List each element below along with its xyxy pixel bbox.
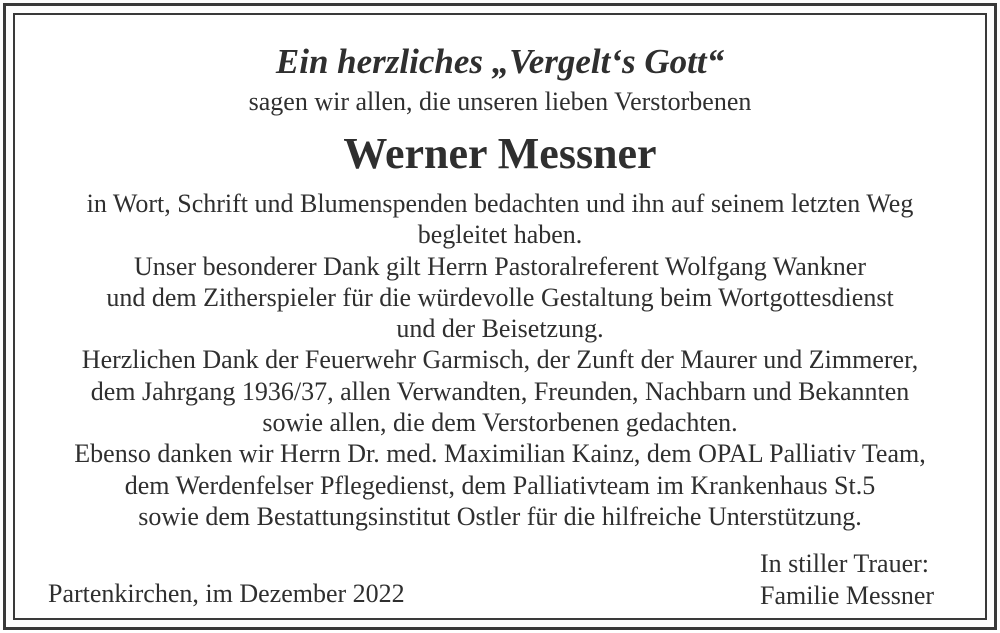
- thanks-line: Herzlichen Dank der Feuerwehr Garmisch, der Zunft der Maurer und Zimmerer,: [81, 345, 919, 375]
- notice-content: [20, 20, 980, 532]
- signature-line: In stiller Trauer:: [760, 549, 929, 578]
- family-name: Familie Messner: [760, 581, 935, 610]
- place-date: Partenkirchen, im Dezember 2022: [48, 579, 405, 608]
- thanks-line: Ebenso danken wir Herrn Dr. med. Maximilian Kainz, dem OPAL Palliativ Team,: [74, 439, 926, 469]
- thanks-line: dem Jahrgang 1936/37, allen Verwandten, Freunden, Nachbarn und Bekannten: [90, 376, 910, 406]
- thanks-line: und der Beisetzung.: [396, 314, 604, 344]
- deceased-name: Werner Messner: [343, 129, 657, 178]
- notice-heading: Ein herzliches „Vergelt‘s Gott“: [275, 42, 725, 81]
- thanks-line: dem Werdenfelser Pflegedienst, dem Palliativteam im Krankenhaus St.5: [124, 470, 876, 500]
- thanks-line: sowie allen, die dem Verstorbenen gedachten.: [262, 408, 738, 438]
- notice-subline: sagen wir allen, die unseren lieben Verstorbenen: [248, 87, 752, 116]
- thanks-text: [20, 188, 980, 532]
- thanks-line: begleitet haben.: [417, 220, 583, 250]
- thanks-line: in Wort, Schrift und Blumenspenden bedachten und ihn auf seinem letzten Weg: [86, 189, 914, 218]
- signature-block: [760, 548, 934, 612]
- thanks-line: und dem Zitherspieler für die würdevolle Gestaltung beim Wortgottesdienst: [106, 282, 894, 312]
- thanks-line: sowie dem Bestattungsinstitut Ostler für die hilfreiche Unterstützung.: [138, 501, 862, 531]
- thanks-line: Unser besonderer Dank gilt Herrn Pastoralreferent Wolfgang Wankner: [134, 251, 866, 281]
